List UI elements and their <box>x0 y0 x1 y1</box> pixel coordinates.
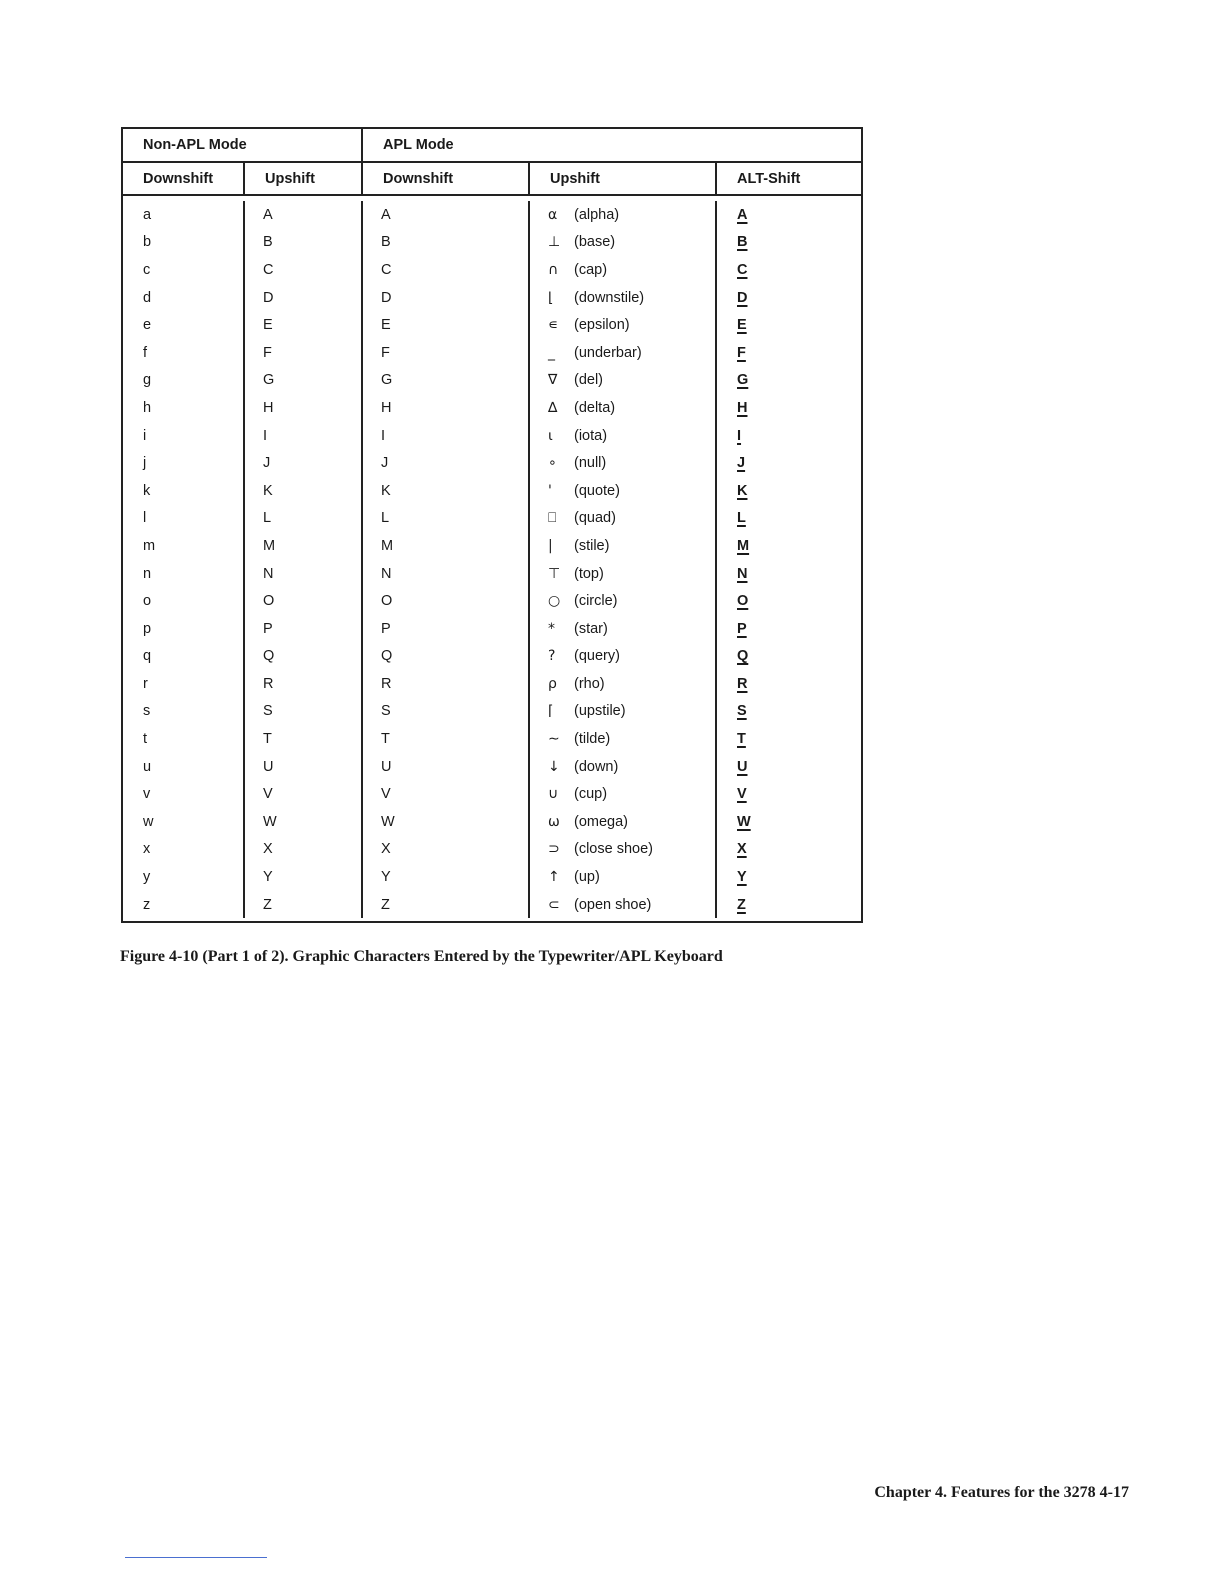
alt-shift-cell <box>715 891 861 919</box>
alt-shift-char: Y <box>737 869 747 886</box>
table-row <box>123 311 861 339</box>
alt-shift-char: T <box>737 731 746 748</box>
apl-upshift-cell <box>528 891 715 919</box>
alt-shift-cell <box>715 449 861 477</box>
alt-shift-char: R <box>737 675 748 692</box>
apl-glyph: ' <box>548 482 552 499</box>
alt-shift-cell <box>715 422 861 450</box>
table-row <box>123 449 861 477</box>
table-row <box>123 863 861 891</box>
alt-shift-cell <box>715 670 861 698</box>
apl-glyph: * <box>548 620 555 637</box>
non-apl-downshift-cell: n <box>143 565 152 582</box>
non-apl-upshift-cell: O <box>243 587 361 615</box>
alt-shift-cell <box>715 284 861 312</box>
apl-glyph-name: (upstile) <box>574 703 626 720</box>
table-row <box>123 560 861 588</box>
apl-glyph-name: (quad) <box>574 510 616 527</box>
apl-glyph-name: (alpha) <box>574 206 620 223</box>
alt-shift-char: A <box>737 206 748 223</box>
non-apl-downshift-cell: j <box>143 455 147 472</box>
table-row <box>123 339 861 367</box>
apl-glyph-name: (base) <box>574 234 616 251</box>
non-apl-downshift-cell: k <box>143 482 151 499</box>
apl-upshift-cell <box>528 863 715 891</box>
alt-shift-char: V <box>737 786 747 803</box>
non-apl-upshift-cell: H <box>243 394 361 422</box>
apl-glyph: ○ <box>548 593 561 610</box>
non-apl-downshift-cell: b <box>143 234 152 251</box>
non-apl-downshift-cell: q <box>143 648 152 665</box>
page-footer: Chapter 4. Features for the 3278 4-17 <box>874 1484 1129 1501</box>
apl-downshift-cell: G <box>361 367 528 395</box>
non-apl-upshift-cell: A <box>243 201 361 229</box>
apl-glyph-name: (del) <box>574 372 604 389</box>
alt-shift-cell <box>715 532 861 560</box>
non-apl-upshift-cell: S <box>243 698 361 726</box>
alt-shift-char: J <box>737 455 746 472</box>
apl-glyph: ⌊ <box>548 289 554 306</box>
apl-upshift-cell <box>528 339 715 367</box>
alt-shift-char: W <box>737 813 751 830</box>
apl-glyph-name: (stile) <box>574 537 610 554</box>
non-apl-upshift-cell: G <box>243 367 361 395</box>
apl-glyph: ↓ <box>548 758 560 775</box>
alt-shift-char: N <box>737 565 748 582</box>
non-apl-upshift-cell: I <box>243 422 361 450</box>
table-row <box>123 670 861 698</box>
non-apl-upshift-cell: M <box>243 532 361 560</box>
apl-upshift-cell <box>528 560 715 588</box>
table-row <box>123 422 861 450</box>
apl-glyph: ⍳ <box>548 427 553 444</box>
apl-upshift-cell <box>528 311 715 339</box>
apl-glyph-name: (top) <box>574 565 604 582</box>
table-row <box>123 394 861 422</box>
column-header-row <box>123 163 861 196</box>
table-row <box>123 229 861 257</box>
apl-glyph-name: (up) <box>574 869 600 886</box>
alt-shift-cell <box>715 201 861 229</box>
table-row <box>123 698 861 726</box>
table-row <box>123 615 861 643</box>
table-body <box>123 196 861 921</box>
apl-glyph: ⍵ <box>548 813 560 830</box>
footer-rule <box>125 1557 267 1558</box>
alt-shift-cell <box>715 808 861 836</box>
group-header-row <box>123 129 861 163</box>
apl-downshift-cell: O <box>361 587 528 615</box>
apl-glyph-name: (epsilon) <box>574 317 630 334</box>
apl-downshift-cell: K <box>361 477 528 505</box>
apl-glyph-name: (iota) <box>574 427 608 444</box>
apl-downshift-cell: H <box>361 394 528 422</box>
alt-shift-char: H <box>737 399 748 416</box>
table-row <box>123 532 861 560</box>
apl-glyph: ∩ <box>548 261 559 278</box>
apl-upshift-cell <box>528 201 715 229</box>
table-row <box>123 477 861 505</box>
alt-shift-cell <box>715 505 861 533</box>
apl-glyph: _ <box>548 344 555 361</box>
apl-downshift-cell: P <box>361 615 528 643</box>
apl-downshift-cell: D <box>361 284 528 312</box>
non-apl-downshift-cell: x <box>143 841 151 858</box>
non-apl-upshift-cell: D <box>243 284 361 312</box>
alt-shift-char: M <box>737 537 750 554</box>
non-apl-upshift-cell: F <box>243 339 361 367</box>
non-apl-downshift-cell: u <box>143 758 152 775</box>
non-apl-downshift-cell: r <box>143 675 148 692</box>
table-row <box>123 891 861 919</box>
apl-upshift-cell <box>528 725 715 753</box>
non-apl-downshift-cell: p <box>143 620 152 637</box>
non-apl-downshift-cell: m <box>143 537 156 554</box>
alt-shift-cell <box>715 339 861 367</box>
non-apl-upshift-cell: B <box>243 229 361 257</box>
apl-glyph-name: (down) <box>574 758 619 775</box>
alt-shift-char: I <box>737 427 742 444</box>
non-apl-upshift-cell: T <box>243 725 361 753</box>
apl-downshift-cell: F <box>361 339 528 367</box>
apl-downshift-cell: A <box>361 201 528 229</box>
alt-shift-char: B <box>737 234 748 251</box>
apl-glyph-name: (tilde) <box>574 731 611 748</box>
apl-glyph-name: (downstile) <box>574 289 645 306</box>
apl-downshift-cell: V <box>361 780 528 808</box>
apl-upshift-cell <box>528 698 715 726</box>
apl-glyph: ⍺ <box>548 206 558 223</box>
table-row <box>123 836 861 864</box>
apl-upshift-cell <box>528 229 715 257</box>
non-apl-upshift-cell: U <box>243 753 361 781</box>
apl-glyph-name: (null) <box>574 455 607 472</box>
alt-shift-char: U <box>737 758 748 775</box>
apl-glyph: ∼ <box>548 731 560 748</box>
apl-glyph: ↑ <box>548 869 560 886</box>
apl-upshift-cell <box>528 808 715 836</box>
non-apl-upshift-cell: N <box>243 560 361 588</box>
apl-glyph-name: (query) <box>574 648 620 665</box>
non-apl-downshift-cell: e <box>143 317 152 334</box>
non-apl-downshift-cell: g <box>143 372 152 389</box>
alt-shift-char: C <box>737 261 748 278</box>
alt-shift-cell <box>715 477 861 505</box>
alt-shift-char: X <box>737 841 747 858</box>
table-row <box>123 643 861 671</box>
apl-upshift-cell <box>528 587 715 615</box>
alt-shift-cell <box>715 725 861 753</box>
non-apl-upshift-cell: E <box>243 311 361 339</box>
apl-downshift-cell: W <box>361 808 528 836</box>
apl-upshift-cell <box>528 394 715 422</box>
non-apl-downshift-cell: w <box>143 813 154 830</box>
table-row <box>123 753 861 781</box>
apl-glyph-name: (cup) <box>574 786 608 803</box>
apl-upshift-cell <box>528 643 715 671</box>
non-apl-upshift-cell: C <box>243 256 361 284</box>
non-apl-downshift-cell: s <box>143 703 151 720</box>
apl-glyph-name: (cap) <box>574 261 608 278</box>
alt-shift-cell <box>715 256 861 284</box>
apl-upshift-cell <box>528 836 715 864</box>
apl-glyph-name: (open shoe) <box>574 896 652 913</box>
apl-downshift-cell: J <box>361 449 528 477</box>
apl-glyph: ⊥ <box>548 234 561 251</box>
apl-upshift-cell <box>528 532 715 560</box>
apl-downshift-cell: E <box>361 311 528 339</box>
apl-glyph: ? <box>548 648 556 665</box>
col-header-non-apl-downshift: Downshift <box>143 170 214 187</box>
apl-downshift-cell: C <box>361 256 528 284</box>
apl-glyph: ⌈ <box>548 703 554 720</box>
apl-glyph: ∪ <box>548 786 559 803</box>
apl-character-table <box>121 127 863 923</box>
alt-shift-char: L <box>737 510 746 527</box>
apl-downshift-cell: T <box>361 725 528 753</box>
non-apl-upshift-cell: K <box>243 477 361 505</box>
apl-upshift-cell <box>528 780 715 808</box>
non-apl-mode-header: Non-APL Mode <box>143 137 247 153</box>
alt-shift-cell <box>715 311 861 339</box>
table-row <box>123 587 861 615</box>
apl-glyph: ⊤ <box>548 565 561 582</box>
non-apl-downshift-cell: a <box>143 206 152 223</box>
non-apl-downshift-cell: h <box>143 399 152 416</box>
apl-downshift-cell: I <box>361 422 528 450</box>
table-row <box>123 725 861 753</box>
figure-caption: Figure 4-10 (Part 1 of 2). Graphic Characters Entered by the Typewriter/APL Keyboard <box>120 948 723 965</box>
alt-shift-char: G <box>737 372 749 389</box>
non-apl-upshift-cell: Z <box>243 891 361 919</box>
non-apl-downshift-cell: v <box>143 786 151 803</box>
table-row <box>123 256 861 284</box>
non-apl-downshift-cell: o <box>143 593 152 610</box>
apl-glyph-name: (underbar) <box>574 344 642 361</box>
apl-glyph: ⊃ <box>548 841 560 858</box>
alt-shift-cell <box>715 643 861 671</box>
apl-downshift-cell: S <box>361 698 528 726</box>
apl-glyph-name: (close shoe) <box>574 841 653 858</box>
alt-shift-cell <box>715 698 861 726</box>
non-apl-downshift-cell: l <box>143 510 147 527</box>
alt-shift-char: F <box>737 344 746 361</box>
apl-downshift-cell: Y <box>361 863 528 891</box>
apl-glyph: ⊂ <box>548 896 560 913</box>
non-apl-downshift-cell: c <box>143 261 151 278</box>
alt-shift-char: O <box>737 593 749 610</box>
alt-shift-cell <box>715 560 861 588</box>
apl-upshift-cell <box>528 284 715 312</box>
apl-upshift-cell <box>528 753 715 781</box>
alt-shift-cell <box>715 394 861 422</box>
alt-shift-char: S <box>737 703 747 720</box>
apl-downshift-cell: U <box>361 753 528 781</box>
alt-shift-char: Z <box>737 896 746 913</box>
non-apl-upshift-cell: Y <box>243 863 361 891</box>
apl-mode-header: APL Mode <box>361 129 861 161</box>
non-apl-upshift-cell: P <box>243 615 361 643</box>
non-apl-downshift-cell: f <box>143 344 148 361</box>
non-apl-upshift-cell: W <box>243 808 361 836</box>
alt-shift-cell <box>715 615 861 643</box>
non-apl-upshift-cell: R <box>243 670 361 698</box>
apl-upshift-cell <box>528 449 715 477</box>
apl-downshift-cell: N <box>361 560 528 588</box>
table-row <box>123 780 861 808</box>
apl-glyph: ⎕ <box>548 510 557 527</box>
alt-shift-cell <box>715 587 861 615</box>
table-row <box>123 505 861 533</box>
non-apl-upshift-cell: V <box>243 780 361 808</box>
non-apl-upshift-cell: J <box>243 449 361 477</box>
apl-glyph-name: (rho) <box>574 675 605 692</box>
apl-downshift-cell: Q <box>361 643 528 671</box>
apl-upshift-cell <box>528 422 715 450</box>
alt-shift-cell <box>715 367 861 395</box>
apl-downshift-cell: M <box>361 532 528 560</box>
apl-glyph: ∇ <box>548 372 558 389</box>
non-apl-downshift-cell: z <box>143 896 151 913</box>
alt-shift-char: D <box>737 289 748 306</box>
table-row <box>123 201 861 229</box>
non-apl-downshift-cell: y <box>143 869 151 886</box>
apl-downshift-cell: X <box>361 836 528 864</box>
col-header-non-apl-upshift: Upshift <box>243 163 361 194</box>
apl-glyph-name: (delta) <box>574 399 616 416</box>
alt-shift-char: Q <box>737 648 749 665</box>
apl-glyph: ∆ <box>548 399 558 416</box>
table-row <box>123 367 861 395</box>
apl-upshift-cell <box>528 256 715 284</box>
apl-glyph: ∘ <box>548 455 557 472</box>
alt-shift-cell <box>715 836 861 864</box>
col-header-alt-shift: ALT-Shift <box>715 163 861 194</box>
alt-shift-cell <box>715 229 861 257</box>
apl-glyph-name: (quote) <box>574 482 620 499</box>
apl-glyph-name: (circle) <box>574 593 618 610</box>
alt-shift-char: E <box>737 317 747 334</box>
alt-shift-cell <box>715 753 861 781</box>
alt-shift-char: K <box>737 482 748 499</box>
apl-upshift-cell <box>528 615 715 643</box>
non-apl-upshift-cell: X <box>243 836 361 864</box>
non-apl-upshift-cell: L <box>243 505 361 533</box>
apl-glyph-name: (star) <box>574 620 608 637</box>
non-apl-downshift-cell: d <box>143 289 152 306</box>
table-row <box>123 808 861 836</box>
table-row <box>123 284 861 312</box>
non-apl-upshift-cell: Q <box>243 643 361 671</box>
apl-glyph: ⍴ <box>548 675 557 692</box>
alt-shift-cell <box>715 780 861 808</box>
apl-glyph-name: (omega) <box>574 813 628 830</box>
alt-shift-cell <box>715 863 861 891</box>
apl-downshift-cell: Z <box>361 891 528 919</box>
apl-upshift-cell <box>528 477 715 505</box>
non-apl-downshift-cell: t <box>143 731 148 748</box>
apl-upshift-cell <box>528 367 715 395</box>
apl-glyph: ∊ <box>548 317 559 334</box>
col-header-apl-upshift: Upshift <box>528 163 715 194</box>
alt-shift-char: P <box>737 620 747 637</box>
col-header-apl-downshift: Downshift <box>361 163 528 194</box>
apl-glyph: | <box>548 537 553 554</box>
apl-downshift-cell: L <box>361 505 528 533</box>
apl-downshift-cell: B <box>361 229 528 257</box>
apl-downshift-cell: R <box>361 670 528 698</box>
apl-upshift-cell <box>528 670 715 698</box>
apl-upshift-cell <box>528 505 715 533</box>
non-apl-downshift-cell: i <box>143 427 147 444</box>
